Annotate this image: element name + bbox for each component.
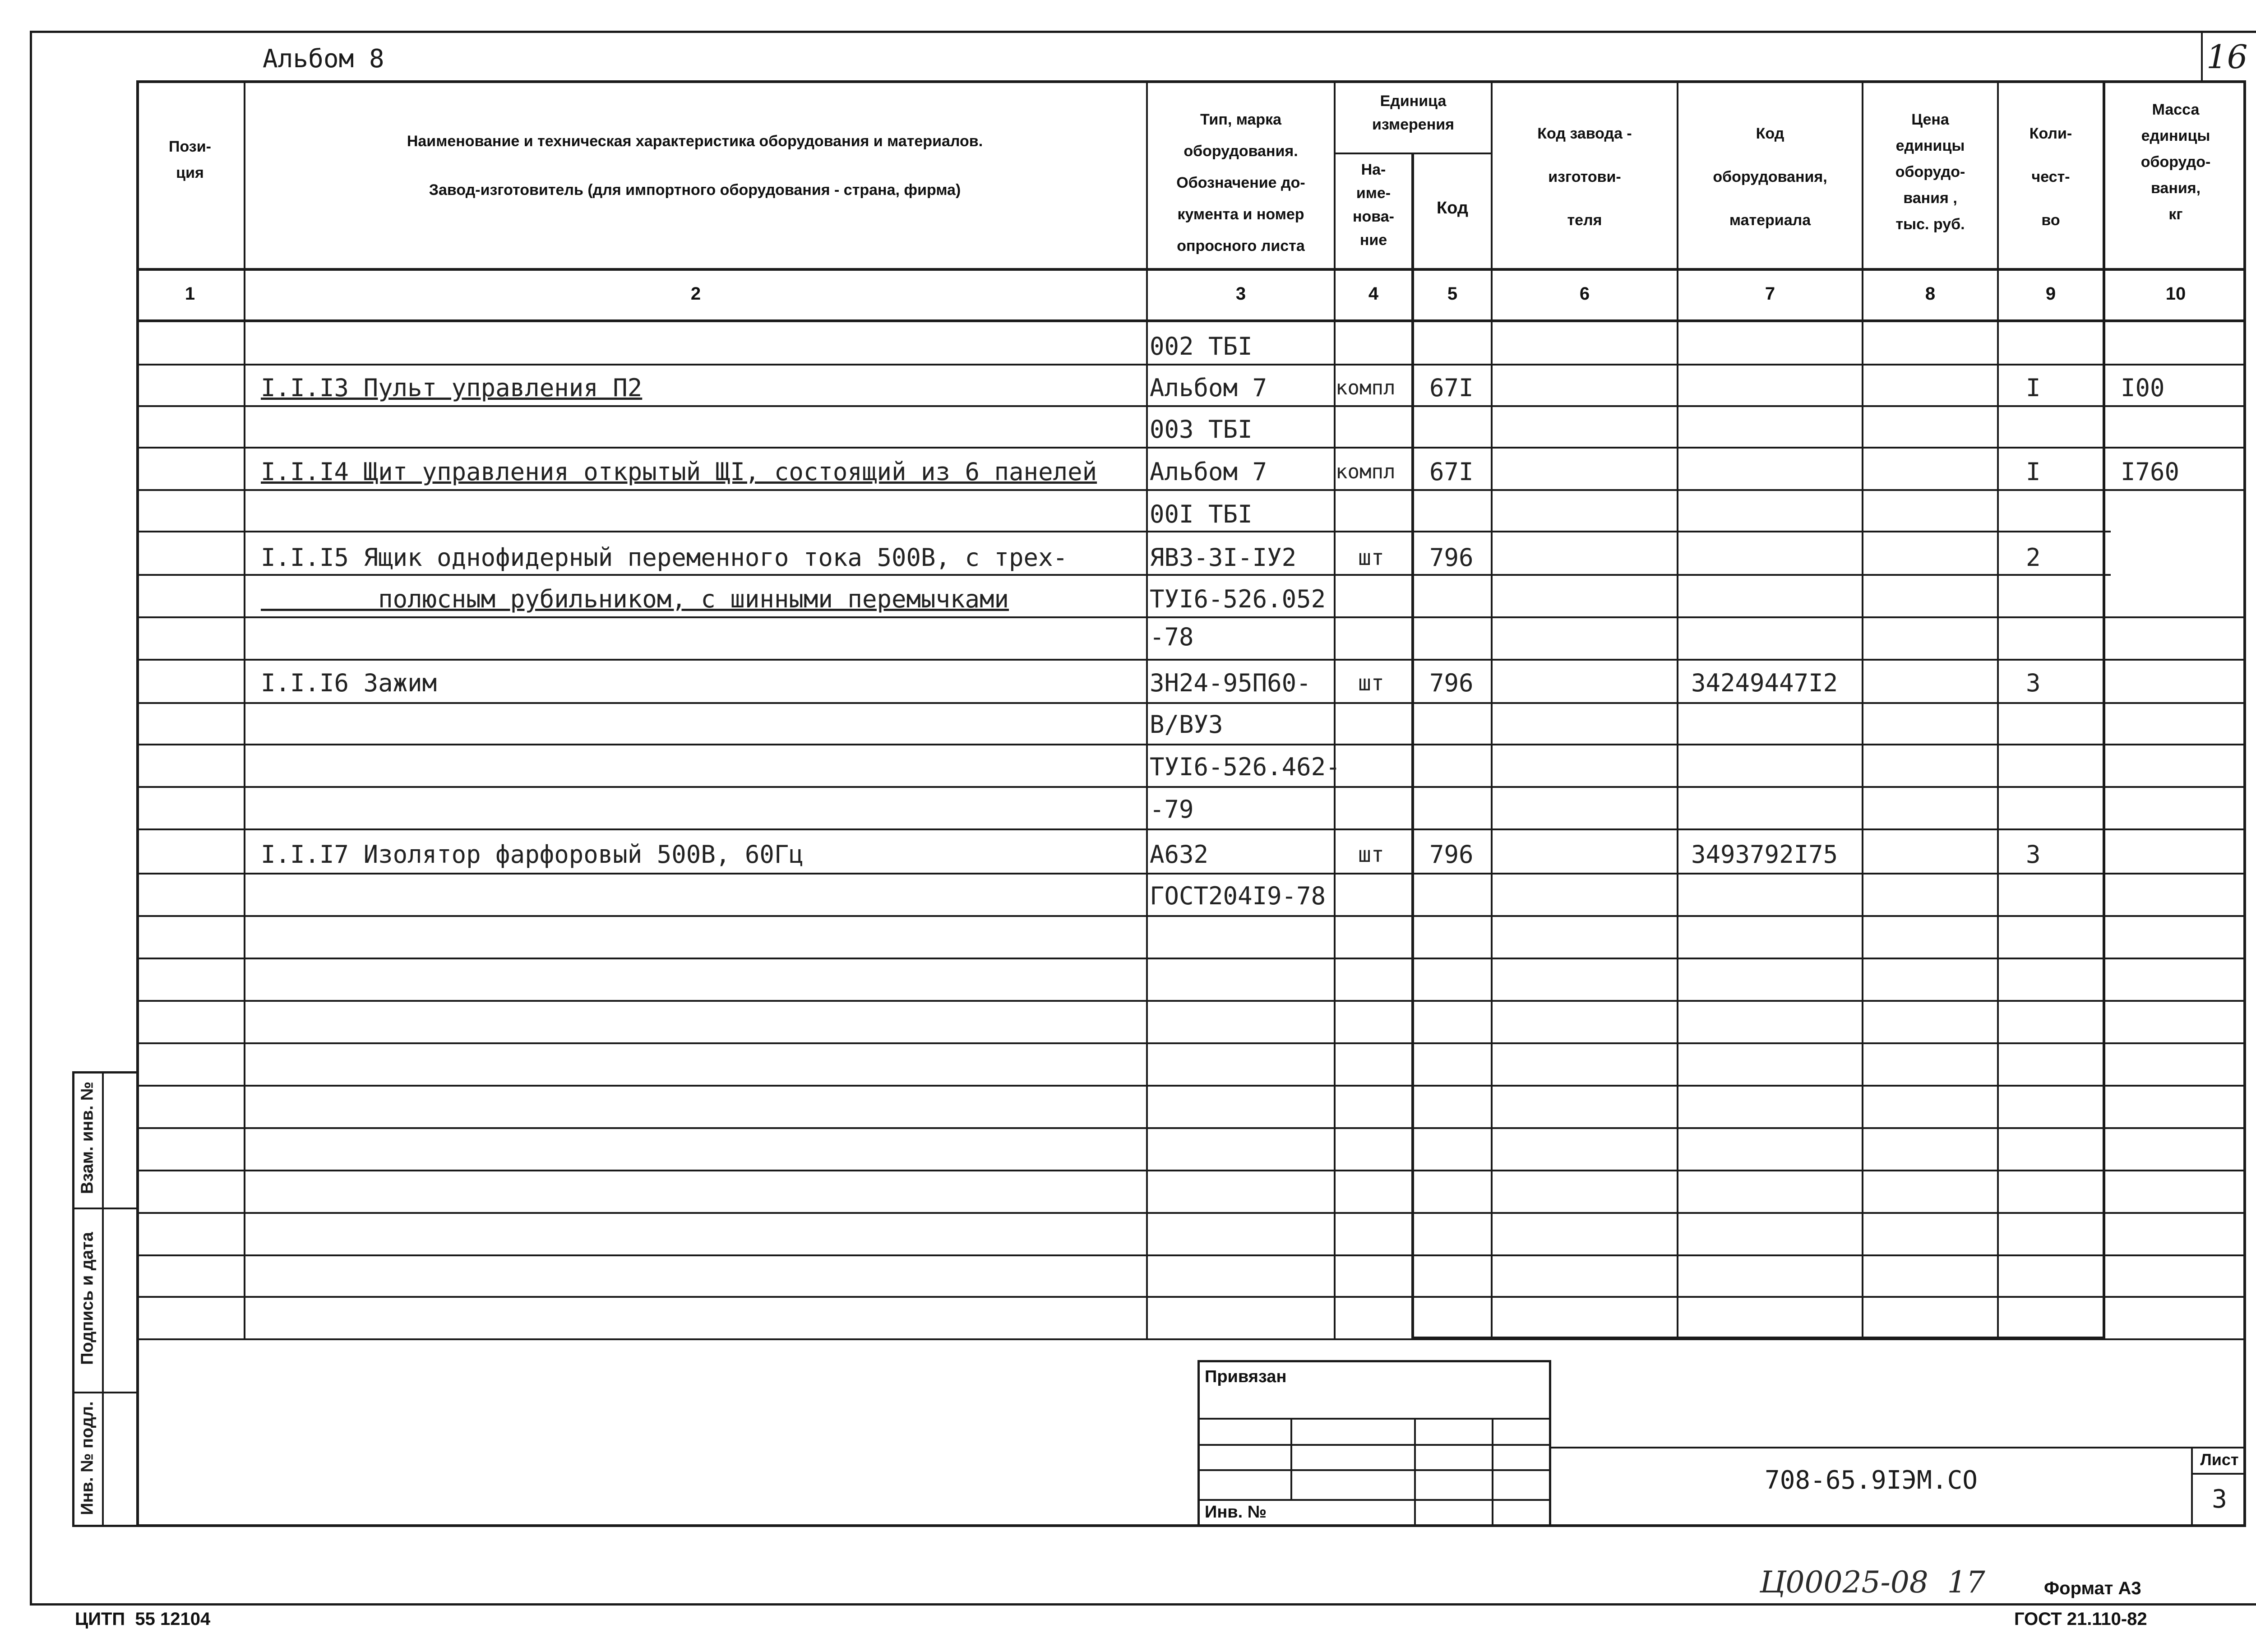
header-qty: Коли- чест- во bbox=[2029, 125, 2072, 229]
row-equip: 3493792I75 bbox=[1691, 840, 1838, 869]
row-line bbox=[136, 1254, 2246, 1256]
row-unit: шт bbox=[1358, 545, 1384, 570]
bound-label: Привязан bbox=[1205, 1367, 1287, 1386]
bound-col bbox=[1492, 1418, 1493, 1527]
header-name-line2: Завод-изготовитель (для импортного оборудования - страна, фирма) bbox=[429, 181, 961, 199]
column-number: 9 bbox=[2045, 284, 2056, 304]
row-type: А632 bbox=[1150, 840, 1209, 869]
row-type: 00I ТБI bbox=[1150, 500, 1253, 528]
side-stamp-divider bbox=[102, 1071, 104, 1527]
table-row bbox=[0, 326, 2256, 367]
table-row bbox=[0, 616, 2256, 658]
row-line bbox=[136, 1212, 2246, 1214]
bound-col bbox=[1414, 1418, 1416, 1527]
row-type: ГОСТ204I9-78 bbox=[1150, 882, 1326, 910]
row-unit: компл bbox=[1336, 460, 1396, 483]
bound-line bbox=[1197, 1499, 1550, 1501]
cipt-label: ЦИТП 55 12104 bbox=[75, 1609, 211, 1629]
header-type: Тип, марка оборудования. Обозначение до- кумента и номер опросного листа bbox=[1176, 111, 1305, 255]
row-code: 67I bbox=[1429, 458, 1474, 486]
table-row bbox=[0, 451, 2256, 493]
row-code: 796 bbox=[1429, 543, 1474, 572]
sheet-number: 3 bbox=[2212, 1485, 2227, 1514]
table-row bbox=[0, 494, 2256, 535]
row-qty: 3 bbox=[2026, 840, 2041, 869]
row-line bbox=[136, 1042, 2246, 1044]
row-qty: I bbox=[2026, 374, 2041, 402]
row-type: -79 bbox=[1150, 795, 1194, 824]
corner-box-left bbox=[2201, 31, 2203, 80]
column-number: 3 bbox=[1235, 284, 1246, 304]
header-unit-group: Единица измерения bbox=[1372, 93, 1454, 133]
column-number: 10 bbox=[2165, 284, 2186, 304]
table-row bbox=[0, 367, 2256, 409]
handwritten-code: Ц00025-08 17 bbox=[1760, 1565, 1985, 1600]
row-type: 002 ТБI bbox=[1150, 332, 1253, 361]
code-block-top bbox=[1551, 1447, 2246, 1448]
row-name: I.I.I5 Ящик однофидерный переменного тока 500В, с трех- bbox=[261, 543, 1068, 572]
sheet-label: Лист bbox=[2200, 1450, 2239, 1469]
row-line bbox=[136, 1296, 2246, 1298]
header-equip-code: Код оборудования, материала bbox=[1713, 125, 1827, 229]
row-type: -78 bbox=[1150, 623, 1194, 651]
row-qty: I bbox=[2026, 458, 2041, 486]
table-row bbox=[0, 746, 2256, 788]
row-type: Альбом 7 bbox=[1150, 374, 1267, 402]
row-mass: I760 bbox=[2121, 458, 2180, 486]
row-line bbox=[136, 1127, 2246, 1129]
table-row bbox=[0, 875, 2256, 917]
table-row bbox=[0, 578, 2256, 620]
column-number: 4 bbox=[1368, 284, 1379, 304]
drawing-code: 708-65.9IЭМ.СО bbox=[1764, 1466, 1978, 1495]
table-row bbox=[0, 409, 2256, 450]
header-factory-code: Код завода - изготови- теля bbox=[1537, 125, 1632, 229]
table-row bbox=[0, 537, 2256, 578]
row-type: ТУI6-526.462- bbox=[1150, 753, 1341, 781]
header-bottom-line bbox=[136, 268, 2246, 271]
row-name: I.I.I7 Изолятор фарфоровый 500В, 60Гц bbox=[261, 840, 804, 869]
row-qty: 2 bbox=[2026, 543, 2041, 572]
podpis-data-stamp: Подпись и дата bbox=[78, 1232, 97, 1365]
table-row bbox=[0, 704, 2256, 745]
header-name-line1: Наименование и техническая характеристика оборудования и материалов. bbox=[407, 133, 983, 150]
row-mass: I00 bbox=[2121, 374, 2165, 402]
inv-label: Инв. № bbox=[1205, 1503, 1267, 1522]
inv-podl-stamp: Инв. № подл. bbox=[78, 1401, 97, 1515]
vzam-inv-stamp: Взам. инв. № bbox=[78, 1081, 97, 1194]
table-row bbox=[0, 662, 2256, 704]
column-number: 8 bbox=[1925, 284, 1936, 304]
bound-line bbox=[1197, 1418, 1550, 1420]
row-unit: компл bbox=[1336, 376, 1396, 399]
row-line bbox=[136, 1000, 2246, 1002]
sheet-box-line bbox=[2191, 1473, 2246, 1475]
row-type: ЯВЗ-3I-IУ2 bbox=[1150, 543, 1297, 572]
row-code: 796 bbox=[1429, 840, 1474, 869]
row-code: 67I bbox=[1429, 374, 1474, 402]
row-line bbox=[136, 1170, 2246, 1171]
table-row bbox=[0, 789, 2256, 830]
row-qty: 3 bbox=[2026, 669, 2041, 697]
row-line bbox=[136, 659, 2246, 661]
colnum-bottom-line bbox=[136, 319, 2246, 322]
bound-line bbox=[1197, 1469, 1550, 1471]
row-name: I.I.I3 Пульт управления П2 bbox=[261, 374, 643, 402]
row-name: I.I.I6 Зажим bbox=[261, 669, 437, 697]
bound-line bbox=[1197, 1444, 1550, 1446]
row-code: 796 bbox=[1429, 669, 1474, 697]
row-type: В/ВУЗ bbox=[1150, 710, 1223, 739]
row-type: ТУI6-526.052 bbox=[1150, 585, 1326, 613]
row-line bbox=[136, 1085, 2246, 1087]
row-line bbox=[136, 958, 2246, 959]
column-number: 5 bbox=[1447, 284, 1458, 304]
format-label: Формат А3 bbox=[2044, 1578, 2141, 1598]
column-number: 1 bbox=[185, 284, 195, 304]
row-equip: 34249447I2 bbox=[1691, 669, 1838, 697]
header-unit-name: На- име- нова- ние bbox=[1353, 161, 1394, 249]
row-type: ЗН24-95П60- bbox=[1150, 669, 1311, 697]
row-type: 003 ТБI bbox=[1150, 415, 1253, 444]
column-number: 6 bbox=[1579, 284, 1590, 304]
row-name: I.I.I4 Щит управления открытый ЩI, состоящий из 6 панелей bbox=[261, 458, 1097, 486]
table-row bbox=[0, 834, 2256, 875]
row-type: Альбом 7 bbox=[1150, 458, 1267, 486]
side-stamp-sep1 bbox=[72, 1208, 138, 1209]
bound-col bbox=[1290, 1418, 1292, 1499]
row-unit: шт bbox=[1358, 671, 1384, 696]
column-number: 2 bbox=[690, 284, 701, 304]
header-price: Цена единицы оборудо- вания , тыс. руб. bbox=[1895, 111, 1965, 233]
row-unit: шт bbox=[1358, 842, 1384, 867]
row-name: полюсным рубильником, с шинными перемычками bbox=[261, 585, 1009, 613]
header-mass: Масса единицы оборудо- вания, кг bbox=[2140, 101, 2211, 223]
header-position: Пози- ция bbox=[169, 138, 211, 181]
table-bottom-line bbox=[136, 1338, 2246, 1340]
header-unit-code: Код bbox=[1436, 199, 1469, 217]
corner-page-number: 16 bbox=[2206, 38, 2248, 76]
column-number: 7 bbox=[1765, 284, 1775, 304]
album-label: Альбом 8 bbox=[263, 44, 384, 74]
gost-label: ГОСТ 21.110-82 bbox=[2014, 1609, 2147, 1629]
